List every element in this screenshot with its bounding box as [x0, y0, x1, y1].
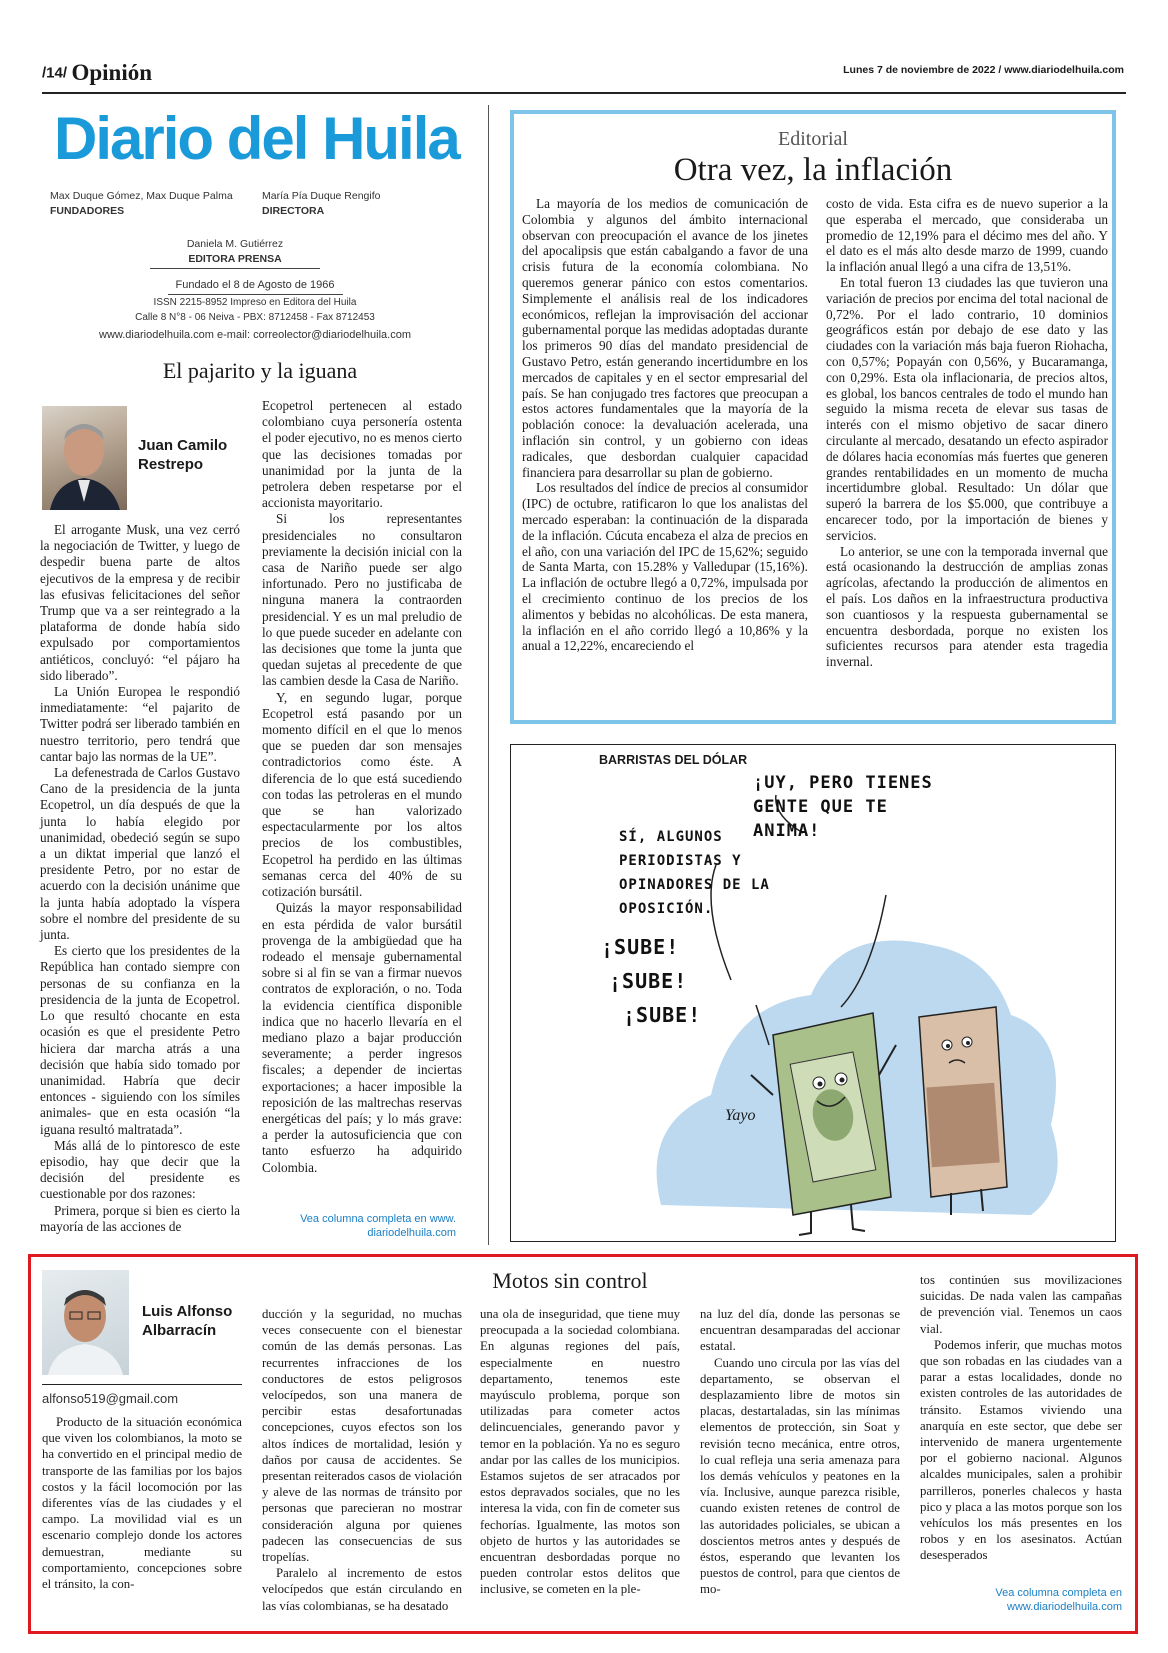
column2-text-col3 [480, 1306, 680, 1598]
page-number: /14/ [42, 64, 68, 82]
paragraph: Más allá de lo pintoresco de este episodio, hay que decir que la decisión del presidente es cuestionable por dos razones: [40, 1137, 240, 1202]
paragraph: Podemos inferir, que muchas motos que son robadas en las ciudades van a parar a estas localidades, donde no existen controles de las autoridades de tránsito. Estamos viviendo una anarquía en este sector, que debe ser intervenido de manera urgentemente por el gobierno nacional. Algunos alcaldes municipales, salen a prohibir parrilleros, ponerles chalecos y hasta pico y placa a las motos porque son los vehículos los más presentes en los robos y en los asesinatos. Actúan desesperados [920, 1337, 1122, 1563]
editorial-label: Editorial [778, 128, 848, 150]
paragraph: Ecopetrol pertenecen al estado colombiano cuya personería ostenta el poder ejecutivo, no es menos cierto que las decisiones tomadas por unanimidad por la junta de la petrolera deben respetarse por el accionista mayoritario. [262, 398, 462, 511]
column2-text-col1 [42, 1414, 242, 1592]
paragraph: Es cierto que los presidentes de la República han contado siempre con personas de su confianza en la presidencia de la junta de Ecopetrol. Lo que resultó chocante en esta ocasión es que el presidente Petro hiciera dar marcha atrás a una decisión que había sido tomado por unanimidad. Habría que decir entonces - siguiendo con los símiles animales- que en esta ocasión “la iguana resultó maltratada”. [40, 943, 240, 1137]
cartoon-chant: ¡SUBE! [601, 935, 680, 959]
column2-more-link[interactable]: Vea columna completa en www.diariodelhuila.com [995, 1587, 1122, 1613]
paragraph: Y, en segundo lugar, porque Ecopetrol está pasando por un momento difícil en el que lo menos que se pueden dar son mensajes contradictorios como éste. A diferencia de lo que está sucediendo con todas las petroleras en el mundo que se han valorizado espectacularmente por los altos precios de los combustibles, Ecopetrol ha perdido en las últimas semanas cerca del 40% de su cotización bursátil. [262, 689, 462, 900]
peso-bill-icon [919, 1007, 1007, 1215]
author-rule [42, 1384, 242, 1385]
director-block [262, 190, 380, 217]
cartoon-chant: ¡SUBE! [609, 969, 688, 993]
founders-label: FUNDADORES [50, 205, 125, 217]
editorial-title: Otra vez, la inflación [673, 152, 953, 188]
page-header [42, 60, 152, 86]
author-photo [42, 1270, 129, 1375]
director-name: María Pía Duque Rengifo [262, 190, 381, 202]
cartoon-signature: Yayo [725, 1107, 756, 1124]
paragraph: Los resultados del índice de precios al consumidor (IPC) de octubre, ratificaron lo que los analistas del mercado esperaban: la continuación de la disparada de la inflación. Cúcuta encabeza el alza de precios en el año, con una variación del IPC de 15,62%; seguido de Santa Marta, con 15.28% y Valledupar (15,16%). La inflación de octubre llegó a 0,72%, impulsada por el crecimiento continuo de los precios de los alimentos y bebidas no alcohólicas. De esta manera, la inflación en el año corrido llegó a 10,86% y la anual a 12,22%, encareciendo el [522, 480, 808, 654]
portrait-icon [42, 1270, 129, 1375]
editor-label: EDITORA PRENSA [150, 253, 320, 269]
column-divider [488, 105, 489, 1245]
paragraph: La Unión Europea le respondió inmediatamente: “el pajarito de Twitter podrá ser liberado también en nuestro territorio, pero tendrá que cantar bajo las normas de la UE”. [40, 684, 240, 764]
address-text: Calle 8 N°8 - 06 Neiva - PBX: 8712458 - Fax 8712453 [135, 312, 375, 323]
portrait-icon [42, 406, 127, 510]
editorial-right-text [826, 196, 1108, 670]
director-label: DIRECTORA [262, 205, 325, 217]
paragraph: Primera, porque si bien es cierto la mayoría de las acciones de [40, 1202, 240, 1234]
paragraph: Paralelo al incremento de estos velocípedos que están circulando en las vías colombianas, se ha desatado [262, 1566, 462, 1613]
paragraph: En total fueron 13 ciudades las que tuvieron una variación de precios por encima del total nacional de 0,72%. Por el lado contrario, 10 dominios geográficos están por debajo de ese dato y las ciudades con la variación más baja fueron Riohacha, con 0,57%; Popayán con 0,56%, y Bucaramanga, con 0,29%. Esta ola inflacionaria, de precios altos, es global, los bancos centrales de todo el mundo han seguido la misma receta de elevar sus tasas de interés con el mismo objetivo de sacar dinero circulante al mercado, desatando un efecto aspirador de dólares hacia economías más fuertes que generen grandes rentabilidades en un momento de mucha incertidumbre global. Resultado: Un dólar que superó la barrera de los $5.000, que contribuye a encarecer todo, por la importación de bienes y servicios. [826, 274, 1108, 543]
date-site: Lunes 7 de noviembre de 2022 / www.diariodelhuila.com [843, 64, 1124, 76]
cartoon-bubble-dollar: ¡UY, PERO TIENES GENTE QUE TE ANIMA! [753, 773, 933, 841]
column1-left-text [40, 522, 240, 1235]
column2-title: Motos sin control [492, 1268, 648, 1293]
paragraph: Cuando uno circula por las vías del departamento, se observan el desplazamiento libre de motos sin placas, destartaladas, sin las mínimas elementos de protección, sin Soat y revisión tecno mecánica, entre otros, lo cual refleja una seria amenaza para los demás vehículos y peatones en la vía. Inclusive, aunque parezca risible, cuando existen retenes de control de las autoridades policiales, se ubican a doscientos metros antes y después de éstos, esperando que levanten los puestos de control, para que cientos de mo- [700, 1355, 900, 1597]
founded-text: Fundado el 8 de Agosto de 1966 [175, 279, 335, 291]
cartoon-frame [510, 744, 1116, 1242]
paragraph: La defenestrada de Carlos Gustavo Cano de la presidencia de la junta Ecopetrol, un día después de que la junta lo había elegido por unanimidad, obedeció según se supo a un diktat imperial que lanzó el presidente Petro, por no estar de acuerdo con la decisión unánime que la junta había adoptado la víspera sobre el nombre del presidente de su junta. [40, 765, 240, 943]
cartoon-title: BARRISTAS DEL DÓLAR [599, 753, 748, 767]
cartoon-chant: ¡SUBE! [623, 1003, 702, 1027]
editor-block [150, 238, 320, 269]
paragraph: una ola de inseguridad, que tiene muy preocupada a la sociedad colombiana. En algunas regiones del país, especialmente en nuestro departamento, tenemos este mayúsculo problema, porque son utilizadas para cometer actos delincuenciales, generando pavor y temor en la población. Ya no es seguro andar por las calles de los municipios. Estamos sujetos de ser atracados por estos depravados sociales, que no les interesa la vida, con fin de cometer sus fechorías. Igualmente, las motos son objeto de hurtos y las autoridades se encuentran desbordadas porque no pueden controlar estos delitos que inclusive, se cometen en la ple- [480, 1307, 680, 1597]
column2-text-col4 [700, 1306, 900, 1598]
paragraph: na luz del día, donde las personas se encuentran desamparadas del accionar estatal. [700, 1307, 900, 1354]
column2-text-col5 [920, 1272, 1122, 1564]
editorial-left-text [522, 196, 808, 654]
paragraph: El arrogante Musk, una vez cerró la negociación de Twitter, y luego de despedir buena parte de altos ejecutivos de la empresa y de recibir las efusivas felicitaciones del señor Trump que va a ser reintegrado a la plataforma de donde había sido expulsado por comportamientos antiéticos, concluyó: “el pájaro ha sido liberado”. [40, 522, 240, 683]
paragraph: Lo anterior, se une con la temporada invernal que está ocasionando la destrucción de amplias zonas agrícolas, afectando la producción de alimentos en el país. Los daños en la infraestructura productiva son cuantiosos y la respuesta gubernamental se encuentra desbordada, porque no existen los suficientes recursos para atender esta tragedia invernal. [826, 543, 1108, 670]
founders-block [50, 190, 233, 217]
column1-more-link[interactable]: Vea columna completa en www. diariodelhuila.com [300, 1213, 456, 1239]
paragraph: costo de vida. Esta cifra es de nuevo superior a la que esperaba el mercado, que consideraba un promedio de 12,19% para el décimo mes del año. Y el dato es el más alto desde marzo de 1999, cuando la inflación anual llegó a una cifra de 13,51%. [826, 196, 1108, 275]
column2-author: Luis Alfonso Albarracín [142, 1303, 233, 1339]
column1-right-text [262, 398, 462, 1176]
author-photo [42, 406, 127, 510]
paragraph: La mayoría de los medios de comunicación de Colombia y algunos del ámbito internacional observan con preocupación el avance de los jinetes del apocalipsis que están cabalgando a favor de una crisis futura de la economía colombiana. No queremos generar pánico con estos comentarios. Simplemente el análisis real de los indicadores económicos, reflejan la improvisación del accionar gubernamental porque las medidas adoptadas durante los primeros 90 días del mandato presidencial de Gustavo Petro, están generando incertidumbre en los mercados de capitales y en el sector empresarial del país. Se han conjugado tres factores que preocupan a estos actores fundamentales que la mayoría de la población conoce: la devaluación acelerada, una inflación sin control, y un gobierno con ideas radicales, que desbordan cualquier capacidad financiera para desarrollar su plan de gobierno. [522, 196, 808, 480]
cartoon-bubble-peso: SÍ, ALGUNOS PERIODISTAS Y OPINADORES DE LA OPOSICIÓN. [619, 829, 770, 917]
column2-text-col2 [262, 1306, 462, 1614]
editor-name: Daniela M. Gutiérrez [186, 238, 284, 250]
column1-author: Juan Camilo Restrepo [138, 437, 228, 473]
paragraph: Quizás la mayor responsabilidad en esta pérdida de valor bursátil provenga de la ambigüedad que ha rodeado el mensaje gubernamental sobre si al fin se van a firmar nuevos contratos de exploración, o no. Toda la evidencia científica disponible indica que no hacerlo llevaría en el mediano plazo a bajar producción severamente; a perder ingresos fiscales; a depender de inciertas exportaciones; a hacer imposible la reposición de las maltrechas reservas energéticas del país; y lo más grave: a perder la autosuficiencia que con tanto esfuerzo ha adquirido Colombia. [262, 900, 462, 1175]
paragraph: tos continúen sus movilizaciones suicidas. De nada valen las campañas de prevención vial. Tenemos un caos vial. [920, 1273, 1122, 1336]
founders-names: Max Duque Gómez, Max Duque Palma [50, 190, 233, 202]
column2-email[interactable]: alfonso519@gmail.com [42, 1391, 179, 1406]
paragraph: Producto de la situación económica que viven los colombianos, la moto se ha convertido en el principal medio de transporte de las familias por los bajos costos y la fácil locomoción por las diferentes vías de las ciudades y el campo. La movilidad vial es un escenario complejo donde los actores demuestran, mediante su comportamiento, concepciones sobre el tránsito, la con- [42, 1415, 242, 1592]
header-rule [42, 92, 1126, 94]
paragraph: ducción y la seguridad, no muchas veces consecuente con el bienestar común de las demás personas. Las recurrentes infracciones de los conductores de estos peligrosos velocípedos, son una manera de percibir estas desafortunadas concepciones, cuyos efectos son los altos índices de mortalidad, lesión y daños por causa de accidentes. Se presentan reiterados casos de violación y aleve de las normas de tránsito por personas que parecieran no mostrar consideración alguna por quienes padecen las consecuencias de sus tropelías. [262, 1307, 462, 1565]
column1-title: El pajarito y la iguana [162, 358, 358, 383]
imprint-block [60, 278, 450, 343]
section-title: Opinión [71, 60, 153, 85]
paragraph: Si los representantes presidenciales no consultaron previamente la decisión inicial con la casa de Nariño puede ser algo infortunado. Pero no justificaba de ninguna manera la contraorden presidencial. Y es un mal preludio de lo que puede suceder en adelante con las decisiones que tome la junta que quedan sujetas al precedente de que las cambien desde la Casa de Nariño. [262, 511, 462, 689]
issn-text: ISSN 2215-8952 Impreso en Editora del Huila [153, 296, 357, 308]
masthead-title: Diario del Huila [54, 105, 459, 172]
web-text: www.diariodelhuila.com e-mail: correolector@diariodelhuila.com [99, 328, 411, 341]
